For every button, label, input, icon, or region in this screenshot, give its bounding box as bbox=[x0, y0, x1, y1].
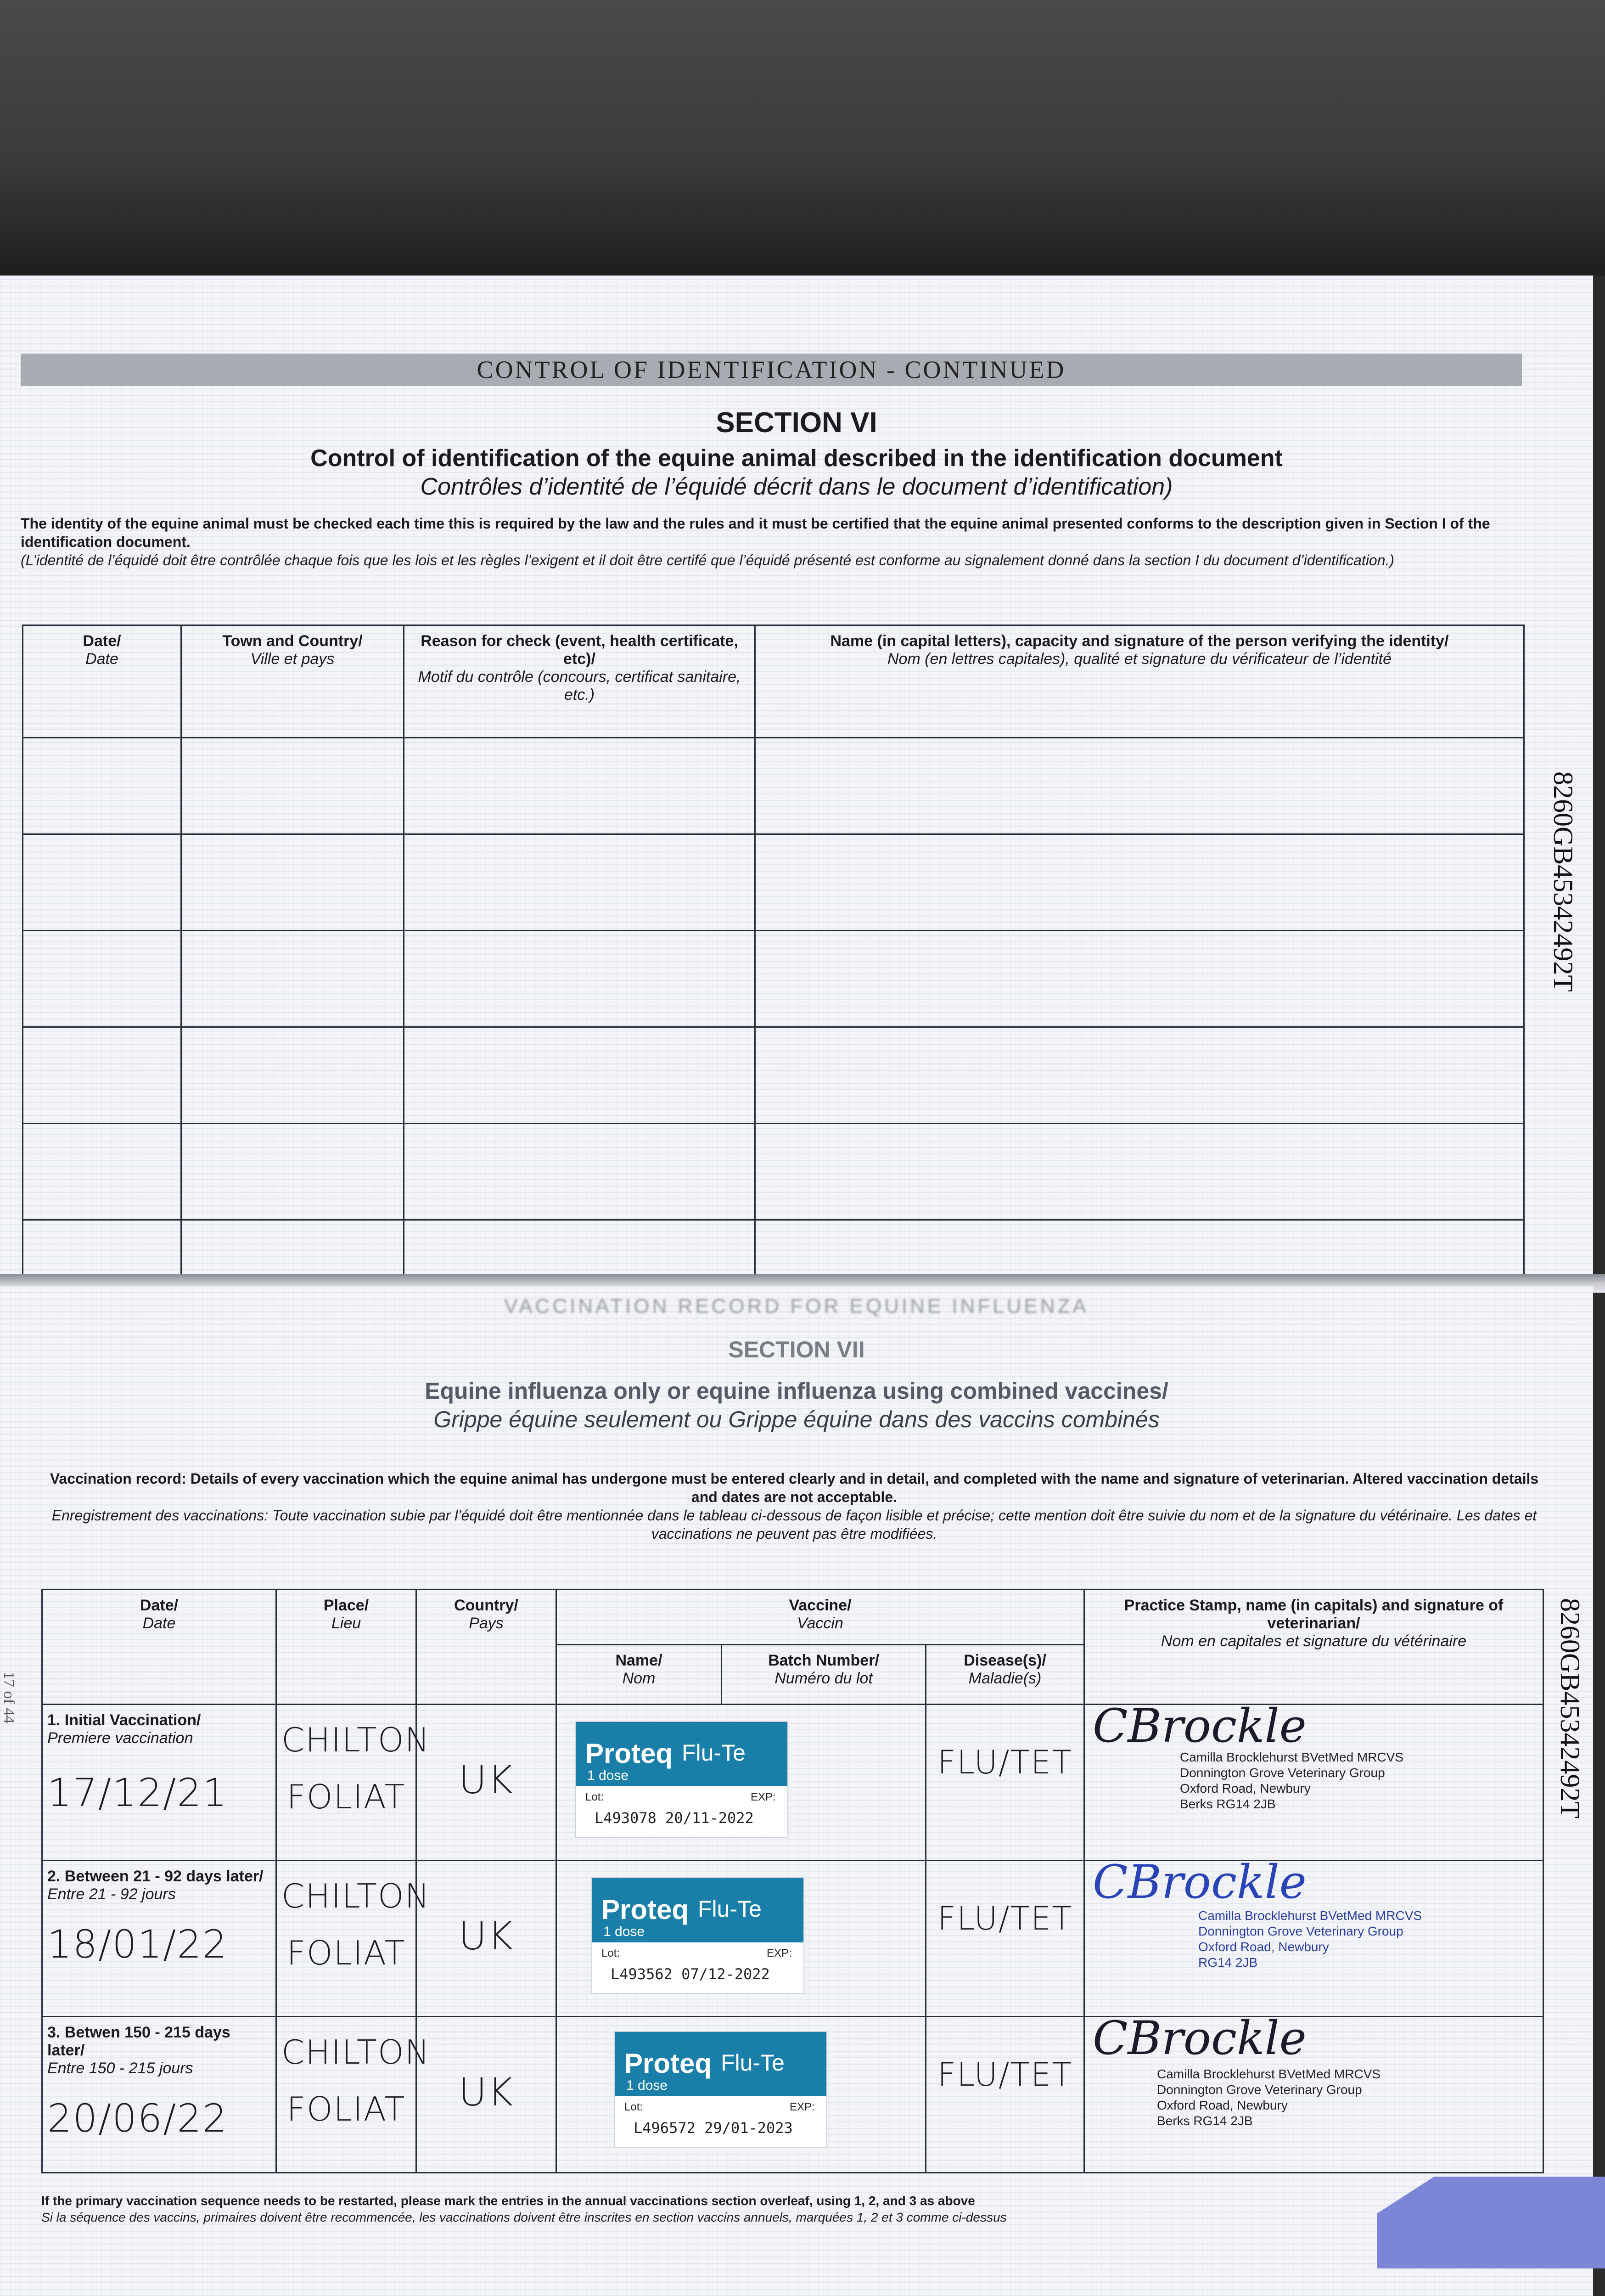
header-batch-number: Batch Number/ Numéro du lot bbox=[722, 1645, 926, 1705]
section-label-vii: SECTION VII bbox=[728, 1337, 865, 1362]
row-3-disease-cell[interactable]: FLU/TET bbox=[926, 2017, 1084, 2173]
vet-signature-3: CBrockle bbox=[1093, 2011, 1307, 2065]
identity-check-row[interactable] bbox=[23, 1220, 1524, 1275]
vet-signature-2: CBrockle bbox=[1093, 1855, 1307, 1909]
sticker-band: Proteq Flu-Te 1 dose bbox=[576, 1722, 787, 1786]
header-vaccine: Vaccine/ Vaccin bbox=[556, 1590, 1084, 1645]
serial-number-bottom: 8260GB45342492T bbox=[1555, 1598, 1585, 1818]
identity-check-table bbox=[22, 625, 1525, 1276]
practice-stamp-3: Camilla Brocklehurst BVetMed MRCVS Donnington Grove Veterinary Group Oxford Road, Newbury Berks RG14 2JB bbox=[1157, 2067, 1381, 2128]
identity-check-row[interactable] bbox=[23, 738, 1524, 834]
vaccine-sticker-3: Proteq Flu-Te 1 dose Lot: EXP: L496572 29/01-2023 bbox=[615, 2032, 826, 2147]
row-2-disease-cell[interactable]: FLU/TET bbox=[926, 1861, 1084, 2017]
intro-en: The identity of the equine animal must be checked each time this is required by the law and the rules and it must be certified that the equine animal presented conforms to the description given in Section I of the identification document. bbox=[21, 515, 1490, 550]
section-band-title-vii: VACCINATION RECORD FOR EQUINE INFLUENZA bbox=[504, 1295, 1089, 1317]
header-town-country: Town and Country/ Ville et pays bbox=[181, 625, 404, 738]
identity-check-header-row bbox=[23, 625, 1524, 738]
row-3-country-cell[interactable]: UK bbox=[416, 2017, 556, 2173]
row-1-country-cell[interactable]: UK bbox=[416, 1705, 556, 1861]
row-3-date-cell[interactable]: 3. Betwen 150 - 215 days later/ Entre 150 - 215 jours 20/06/22 bbox=[42, 2017, 276, 2173]
footnote-fr: Si la séquence des vaccins, primaires doivent être recommencée, les vaccinations doivent être inscrites en section vaccins annuels, marquées 1, 2 et 3 comme ci-dessus bbox=[41, 2210, 1007, 2224]
vet-signature-1: CBrockle bbox=[1093, 1699, 1307, 1753]
batch-number: L496572 29/01-2023 bbox=[634, 2119, 793, 2137]
section-title-fr-vii: Grippe équine seulement ou Grippe équine dans des vaccins combinés bbox=[433, 1407, 1160, 1432]
row-2-date-cell[interactable]: 2. Between 21 - 92 days later/ Entre 21 - 92 jours 18/01/22 bbox=[42, 1861, 276, 2017]
batch-number: L493078 20/11-2022 bbox=[595, 1809, 754, 1827]
page-section-vii bbox=[0, 1286, 1593, 2296]
header-country: Country/ Pays bbox=[416, 1590, 556, 1705]
identity-check-row[interactable] bbox=[23, 1124, 1524, 1220]
background-shadow bbox=[0, 0, 1605, 276]
header-reason: Reason for check (event, health certificate, etc)/ Motif du contrôle (concours, certificat sanitaire, etc.) bbox=[404, 625, 755, 738]
section-title-en-vii: Equine influenza only or equine influenza using combined vaccines/ bbox=[425, 1378, 1168, 1404]
section-label: SECTION VI bbox=[716, 407, 877, 439]
row-1-date: 17/12/21 bbox=[47, 1770, 228, 1815]
sticker-band: Proteq Flu-Te 1 dose bbox=[592, 1878, 803, 1942]
identity-check-row[interactable] bbox=[23, 1027, 1524, 1124]
footnote bbox=[41, 2193, 1510, 2226]
header-vaccine-name: Name/ Nom bbox=[556, 1645, 722, 1705]
row-1-place-cell[interactable]: CHILTON FOLIAT bbox=[276, 1705, 416, 1861]
identity-check-row[interactable] bbox=[23, 834, 1524, 931]
row-2-place-cell[interactable]: CHILTON FOLIAT bbox=[276, 1861, 416, 2017]
vaccine-sticker-1: Proteq Flu-Te 1 dose Lot: EXP: L493078 20/11-2022 bbox=[576, 1722, 787, 1837]
header-disease: Disease(s)/ Maladie(s) bbox=[926, 1645, 1084, 1705]
practice-stamp-2: Camilla Brocklehurst BVetMed MRCVS Donnington Grove Veterinary Group Oxford Road, Newbury RG14 2JB bbox=[1198, 1908, 1422, 1970]
sticker-band: Proteq Flu-Te 1 dose bbox=[615, 2032, 826, 2096]
vaccination-intro-en: Vaccination record: Details of every vaccination which the equine animal has undergone must be entered clearly and in detail, and completed with the name and signature of veterinarian. Altered vaccination details and dates are not acceptable. bbox=[50, 1470, 1539, 1505]
header-date: Date/ Date bbox=[23, 625, 181, 738]
page-section-vi bbox=[0, 276, 1593, 1277]
row-1-date-cell[interactable]: 1. Initial Vaccination/ Premiere vaccination 17/12/21 bbox=[42, 1705, 276, 1861]
header-vacc-date: Date/ Date bbox=[42, 1590, 276, 1705]
practice-stamp-1: Camilla Brocklehurst BVetMed MRCVS Donnington Grove Veterinary Group Oxford Road, Newbury Berks RG14 2JB bbox=[1180, 1750, 1404, 1811]
footnote-en: If the primary vaccination sequence needs to be restarted, please mark the entries in the annual vaccinations section overleaf, using 1, 2, and 3 as above bbox=[41, 2194, 975, 2208]
identity-check-row[interactable] bbox=[23, 931, 1524, 1027]
vaccination-intro-fr: Enregistrement des vaccinations: Toute vaccination subie par l’équidé doit être mentionnée dans le tableau ci-dessous de façon lisible et précise; cette mention doit être suivie du nom et de la signature du vétérinaire. Les dates et vaccinations ne peuvent pas être modifiées. bbox=[51, 1507, 1537, 1542]
section-band-title: CONTROL OF IDENTIFICATION - CONTINUED bbox=[21, 354, 1522, 386]
batch-number: L493562 07/12-2022 bbox=[611, 1965, 770, 1983]
header-practice-stamp: Practice Stamp, name (in capitals) and signature of veterinarian/ Nom en capitales et signature du vétérinaire bbox=[1084, 1590, 1543, 1705]
header-name-signature: Name (in capital letters), capacity and signature of the person verifying the identity/ Nom (en lettres capitales), qualité et signature du vérificateur de l’identité bbox=[755, 625, 1524, 738]
row-3-date: 20/06/22 bbox=[47, 2096, 228, 2141]
intro-fr: (L’identité de l’équidé doit être contrôlée chaque fois que les lois et les règles l’exigent et il doit être certifé que l’équidé présenté est conforme au signalement donné dans la section I du document d’identification.) bbox=[21, 552, 1395, 568]
section-title-fr: Contrôles d’identité de l’équidé décrit dans le document d’identification) bbox=[420, 473, 1173, 500]
row-2-date: 18/01/22 bbox=[47, 1922, 228, 1967]
vaccine-sticker-2: Proteq Flu-Te 1 dose Lot: EXP: L493562 07/12-2022 bbox=[592, 1878, 803, 1993]
section-title-en: Control of identification of the equine animal described in the identification document bbox=[310, 445, 1283, 472]
header-place: Place/ Lieu bbox=[276, 1590, 416, 1705]
section-intro bbox=[21, 514, 1517, 569]
row-3-place-cell[interactable]: CHILTON FOLIAT bbox=[276, 2017, 416, 2173]
row-2-country-cell[interactable]: UK bbox=[416, 1861, 556, 2017]
row-1-disease-cell[interactable]: FLU/TET bbox=[926, 1705, 1084, 1861]
vaccination-intro bbox=[46, 1469, 1543, 1543]
page-number: 17 of 44 bbox=[0, 1671, 17, 1724]
vaccination-header-row bbox=[42, 1590, 1543, 1645]
serial-number-top: 8260GB45342492T bbox=[1548, 771, 1578, 992]
